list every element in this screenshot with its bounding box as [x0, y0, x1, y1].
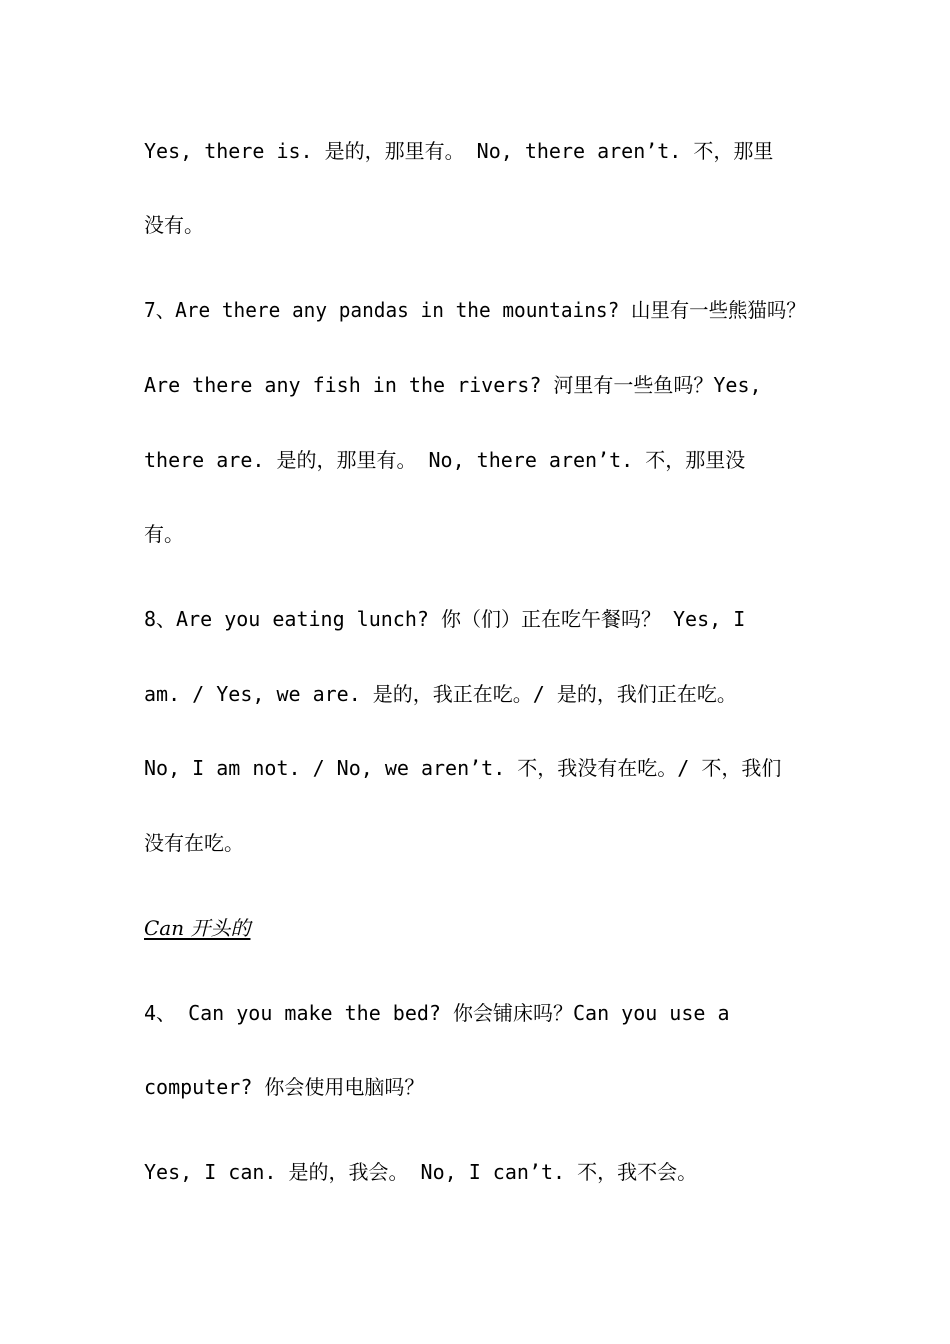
text-line: No, I am not. / No, we aren’t. 不，我没有在吃。/ 不，我们 — [144, 756, 782, 780]
text-line: Yes, there is. 是的，那里有。 No, there aren’t. 不，那里 — [144, 139, 774, 163]
text-line: 有。 — [144, 522, 184, 546]
text-line: Are there any fish in the rivers? 河里有一些鱼吗？Yes, — [144, 373, 762, 397]
text-line: 没有。 — [144, 213, 204, 237]
question-8-line: 8、Are you eating lunch? 你（们）正在吃午餐吗？ Yes, I — [144, 607, 746, 631]
question-7-line: 7、Are there any pandas in the mountains? 山里有一些熊猫吗？ — [144, 298, 806, 322]
question-4-line: 4、 Can you make the bed? 你会铺床吗？Can you use a — [144, 1001, 730, 1025]
section-heading: Can 开头的 — [144, 916, 251, 940]
text-line: am. / Yes, we are. 是的，我正在吃。/ 是的，我们正在吃。 — [144, 682, 737, 706]
text-line: there are. 是的，那里有。 No, there aren’t. 不，那里没 — [144, 448, 746, 472]
text-line: computer? 你会使用电脑吗？ — [144, 1075, 425, 1099]
text-line: 没有在吃。 — [144, 831, 244, 855]
text-line: Yes, I can. 是的，我会。 No, I can’t. 不，我不会。 — [144, 1160, 698, 1184]
